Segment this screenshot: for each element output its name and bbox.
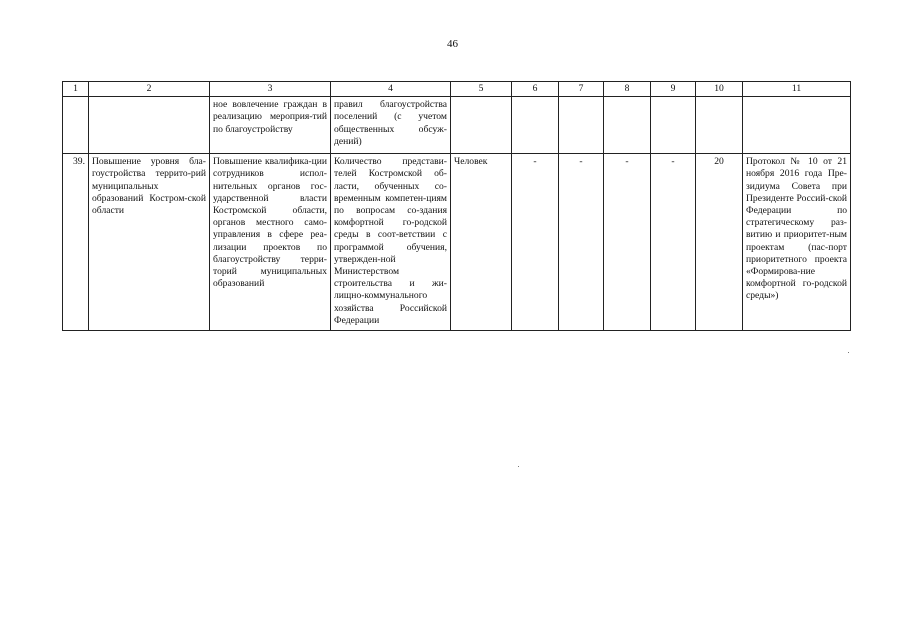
cell-value-10: 20	[696, 154, 743, 331]
col-header-5: 5	[451, 82, 512, 97]
cell-num	[63, 97, 89, 154]
page-number: 46	[447, 38, 458, 50]
cell-unit: Человек	[451, 154, 512, 331]
col-header-1: 1	[63, 82, 89, 97]
cell-value-9: -	[651, 154, 696, 331]
table-row	[63, 154, 851, 331]
cell-indicator: Количество представи-телей Костромской об-ласти, обученных со-временным компетен-циям по вопросам со-здания комфортной го-родской среды в соот-ветствии с программой обучения, утвержден-ной Министерством строительства и жи-лищно-коммунального хозяйства Российской Федерации	[331, 154, 451, 331]
scan-speck	[518, 466, 519, 467]
cell-unit	[451, 97, 512, 154]
scan-speck	[848, 352, 849, 353]
cell-basis	[743, 97, 851, 154]
col-header-4: 4	[331, 82, 451, 97]
cell-indicator: правил благоустройства поселений (с учетом общественных обсуж-дений)	[331, 97, 451, 154]
col-header-9: 9	[651, 82, 696, 97]
column-number-row	[63, 82, 851, 97]
cell-task: Повышение квалифика-ции сотрудников испол-нительных органов гос-ударственной власти Костромской области, органов местного само-управления в сфере реа-лизации проектов по благоустройству терри-торий муниципальных образований	[210, 154, 331, 331]
cell-activity	[89, 97, 210, 154]
col-header-10: 10	[696, 82, 743, 97]
cell-value-7	[559, 97, 604, 154]
col-header-6: 6	[512, 82, 559, 97]
col-header-2: 2	[89, 82, 210, 97]
col-header-3: 3	[210, 82, 331, 97]
cell-value-9	[651, 97, 696, 154]
col-header-7: 7	[559, 82, 604, 97]
cell-value-8: -	[604, 154, 651, 331]
cell-value-7: -	[559, 154, 604, 331]
cell-task: ное вовлечение граждан в реализацию мероприя-тий по благоустройству	[210, 97, 331, 154]
col-header-8: 8	[604, 82, 651, 97]
cell-basis: Протокол № 10 от 21 ноября 2016 года Пре-зидиума Совета при Президенте Россий-ской Федерации по стратегическому раз-витию и приоритет-ным проектам (пас-порт приоритетного проекта «Формирова-ние комфортной го-родской среды»)	[743, 154, 851, 331]
program-table	[62, 81, 851, 331]
cell-value-6: -	[512, 154, 559, 331]
cell-value-6	[512, 97, 559, 154]
cell-activity: Повышение уровня бла-гоустройства террито-рий муниципальных образований Костром-ской области	[89, 154, 210, 331]
col-header-11: 11	[743, 82, 851, 97]
cell-value-8	[604, 97, 651, 154]
cell-value-10	[696, 97, 743, 154]
cell-num: 39.	[63, 154, 89, 331]
table-row	[63, 97, 851, 154]
